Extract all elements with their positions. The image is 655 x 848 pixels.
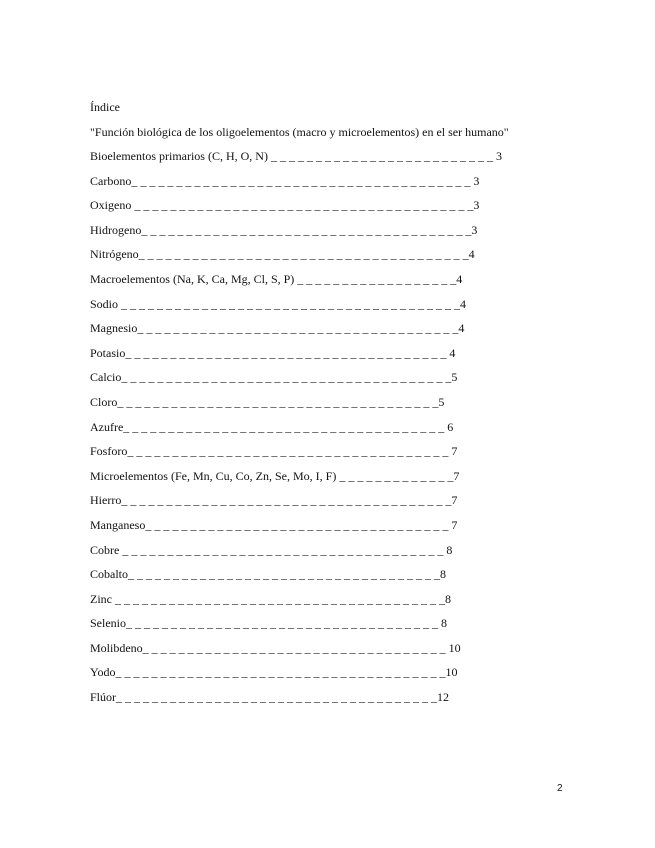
toc-entry: Microelementos (Fe, Mn, Cu, Co, Zn, Se, Mo, I, F) _ _ _ _ _ _ _ _ _ _ _ _ _7 (90, 468, 460, 483)
toc-entry: Molibdeno_ _ _ _ _ _ _ _ _ _ _ _ _ _ _ _ _ _ _ _ _ _ _ _ _ _ _ _ _ _ _ _ _ _ 10 (90, 640, 461, 655)
toc-entry: Fosforo_ _ _ _ _ _ _ _ _ _ _ _ _ _ _ _ _ _ _ _ _ _ _ _ _ _ _ _ _ _ _ _ _ _ _ _ 7 (90, 444, 458, 459)
toc-entry: Potasio_ _ _ _ _ _ _ _ _ _ _ _ _ _ _ _ _ _ _ _ _ _ _ _ _ _ _ _ _ _ _ _ _ _ _ _ 4 (90, 345, 456, 360)
toc-entry: Sodio _ _ _ _ _ _ _ _ _ _ _ _ _ _ _ _ _ _ _ _ _ _ _ _ _ _ _ _ _ _ _ _ _ _ _ _ _ _4 (90, 296, 467, 311)
toc-entry: Azufre_ _ _ _ _ _ _ _ _ _ _ _ _ _ _ _ _ _ _ _ _ _ _ _ _ _ _ _ _ _ _ _ _ _ _ _ 6 (90, 419, 454, 434)
toc-entry: Oxigeno _ _ _ _ _ _ _ _ _ _ _ _ _ _ _ _ _ _ _ _ _ _ _ _ _ _ _ _ _ _ _ _ _ _ _ _ _ _3 (90, 198, 480, 213)
toc-entry: Flúor_ _ _ _ _ _ _ _ _ _ _ _ _ _ _ _ _ _ _ _ _ _ _ _ _ _ _ _ _ _ _ _ _ _ _ _12 (90, 690, 450, 705)
toc-entry: Carbono_ _ _ _ _ _ _ _ _ _ _ _ _ _ _ _ _ _ _ _ _ _ _ _ _ _ _ _ _ _ _ _ _ _ _ _ _ _ 3 (90, 173, 480, 188)
toc-entry: Nitrógeno_ _ _ _ _ _ _ _ _ _ _ _ _ _ _ _ _ _ _ _ _ _ _ _ _ _ _ _ _ _ _ _ _ _ _ _ _4 (90, 247, 475, 262)
toc-entry: Cobre _ _ _ _ _ _ _ _ _ _ _ _ _ _ _ _ _ _ _ _ _ _ _ _ _ _ _ _ _ _ _ _ _ _ _ _ 8 (90, 542, 453, 557)
toc-entry: Cobalto_ _ _ _ _ _ _ _ _ _ _ _ _ _ _ _ _ _ _ _ _ _ _ _ _ _ _ _ _ _ _ _ _ _ _8 (90, 567, 446, 582)
toc-entry: Selenio_ _ _ _ _ _ _ _ _ _ _ _ _ _ _ _ _ _ _ _ _ _ _ _ _ _ _ _ _ _ _ _ _ _ _ 8 (90, 616, 447, 631)
toc-entry: Zinc _ _ _ _ _ _ _ _ _ _ _ _ _ _ _ _ _ _ _ _ _ _ _ _ _ _ _ _ _ _ _ _ _ _ _ _ _8 (90, 591, 451, 606)
page-number: 2 (557, 783, 563, 794)
toc-entry: Bioelementos primarios (C, H, O, N) _ _ _ _ _ _ _ _ _ _ _ _ _ _ _ _ _ _ _ _ _ _ _ _ _ 3 (90, 149, 502, 163)
document-subtitle: "Función biológica de los oligoelementos (macro y microelementos) en el ser humano" (90, 125, 509, 139)
toc-entry: Macroelementos (Na, K, Ca, Mg, Cl, S, P) _ _ _ _ _ _ _ _ _ _ _ _ _ _ _ _ _ _4 (90, 271, 463, 286)
table-of-contents (90, 148, 502, 714)
index-heading: Índice (90, 100, 120, 114)
toc-entry: Magnesio_ _ _ _ _ _ _ _ _ _ _ _ _ _ _ _ _ _ _ _ _ _ _ _ _ _ _ _ _ _ _ _ _ _ _ _4 (90, 321, 465, 336)
toc-entry: Hidrogeno_ _ _ _ _ _ _ _ _ _ _ _ _ _ _ _ _ _ _ _ _ _ _ _ _ _ _ _ _ _ _ _ _ _ _ _ _3 (90, 222, 478, 237)
toc-entry: Calcio_ _ _ _ _ _ _ _ _ _ _ _ _ _ _ _ _ _ _ _ _ _ _ _ _ _ _ _ _ _ _ _ _ _ _ _ _5 (90, 370, 458, 385)
toc-entry: Hierro_ _ _ _ _ _ _ _ _ _ _ _ _ _ _ _ _ _ _ _ _ _ _ _ _ _ _ _ _ _ _ _ _ _ _ _ _7 (90, 493, 458, 508)
toc-entry: Manganeso_ _ _ _ _ _ _ _ _ _ _ _ _ _ _ _ _ _ _ _ _ _ _ _ _ _ _ _ _ _ _ _ _ _ 7 (90, 517, 458, 532)
toc-entry: Cloro_ _ _ _ _ _ _ _ _ _ _ _ _ _ _ _ _ _ _ _ _ _ _ _ _ _ _ _ _ _ _ _ _ _ _ _5 (90, 394, 445, 409)
toc-entry: Yodo_ _ _ _ _ _ _ _ _ _ _ _ _ _ _ _ _ _ _ _ _ _ _ _ _ _ _ _ _ _ _ _ _ _ _ _ _10 (90, 665, 458, 680)
